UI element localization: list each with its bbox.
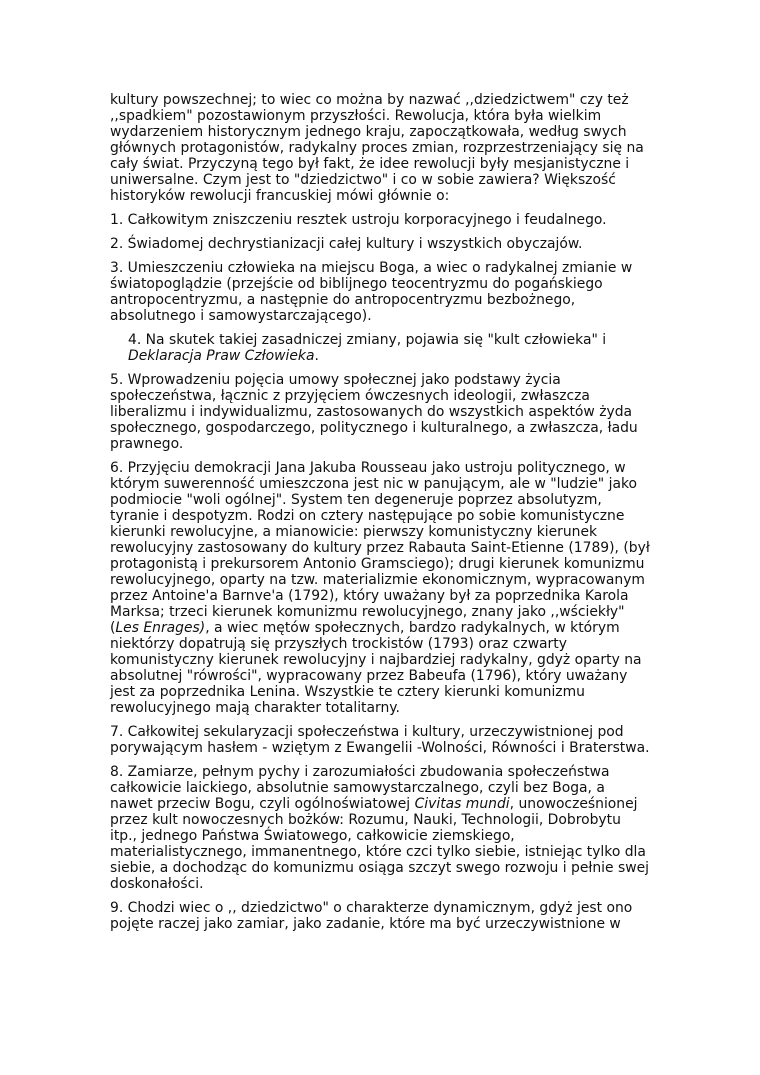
list-item-text: 7. Całkowitej sekularyzacji społeczeństwa i kultury, urzeczywistnionej pod porywającym hasłem - wziętym z Ewangelii -Wolności, Równości i Braterstwa. [110,724,650,756]
list-item-text: 5. Wprowadzeniu pojęcia umowy społecznej jako podstawy życia społeczeństwa, łącznic z przyjęciem ówczesnych ideologii, zwłaszcza liberalizmu i indywidualizmu, zastosowanych do wszystkich aspektów żyda społecznego, gospodarczego, politycznego i kulturalnego, a zwłaszcza, ładu prawnego. [110,372,638,452]
list-item-text: 4. Na skutek takiej zasadniczej zmiany, pojawia się "kult człowieka" i [128,332,607,348]
list-item-text: 8. Zamiarze, pełnym pychy i zarozumiałości zbudowania społeczeństwa całkowicie laickiego, absolutnie samowystarczalnego, czyli bez Boga, a nawet przeciw Bogu, czyli ogólnoświatowej [110,764,610,812]
italic-term: Civitas mundi [414,796,510,812]
list-item-3 [110,260,650,324]
document-page [110,92,650,932]
list-item-text: 2. Świadomej dechrystianizacji całej kultury i wszystkich obyczajów. [110,236,583,252]
list-item-text: 6. Przyjęciu demokracji Jana Jakuba Rousseau jako ustroju politycznego, w którym suwerenność umieszczona jest nic w panującym, ale w "ludzie" jako podmiocie "woli ogólnej". System ten degeneruje poprzez absolutyzm, tyranie i despotyzm. Rodzi on cztery następujące po sobie komunistyczne kierunki rewolucyjne, a mianowicie: pierwszy komunistyczny kierunek rewolucyjny zastosowany do kultury przez Rabauta Saint-Etienne (1789), (był protagonistą i prekursorem Antonio Gramsciego); drugi kierunek komunizmu rewolucyjnego, oparty na tzw. materializmie ekonomicznym, wypracowanym przez Antoine'a Barnve'a (1792), który uważany był za poprzednika Karola Marksa; trzeci kierunek komunizmu rewolucyjnego, znany jako ,,wściekły" ( [110,460,650,636]
list-item-2 [110,236,650,252]
list-item-1 [110,212,650,228]
list-item-9 [110,900,650,932]
list-item-text: 1. Całkowitym zniszczeniu resztek ustroju korporacyjnego i feudalnego. [110,212,607,228]
list-item-text: , unowocześnionej przez kult nowoczesnych bożków: Rozumu, Nauki, Technologii, Dobrobytu itp., jednego Państwa Światowego, całkowicie ziemskiego, materialistycznego, immanentnego, które czci tylko siebie, istniejąc tylko dla siebie, a dochodząc do komunizmu osiąga szczyt swego rozwoju i pełnie swej doskonałości. [110,796,649,892]
intro-paragraph [110,92,650,204]
list-item-6 [110,460,650,716]
list-item-text: 9. Chodzi wiec o ,, dziedzictwo" o charakterze dynamicznym, gdyż jest ono pojęte raczej jako zamiar, jako zadanie, które ma być urzeczywistnione w [110,900,633,932]
list-item-text: , a wiec mętów społecznych, bardzo radykalnych, w którym niektórzy dopatrują się przyszłych trockistów (1793) oraz czwarty komunistyczny kierunek rewolucyjny i najbardziej radykalny, gdyż oparty na absolutnej "rówrości", wypracowany przez Babeufa (1796), który uważany jest za poprzednika Lenina. Wszystkie te cztery kierunki komunizmu rewolucyjnego mają charakter totalitarny. [110,620,642,716]
list-item-4 [128,332,650,364]
italic-title: Deklaracja Praw Człowieka [128,348,315,364]
list-item-8 [110,764,650,892]
list-item-text: 3. Umieszczeniu człowieka na miejscu Boga, a wiec o radykalnej zmianie w światopoglądzie (przejście od biblijnego teocentryzmu do pogańskiego antropocentryzmu, a następnie do antropocentryzmu bezbożnego, absolutnego i samowystarczającego). [110,260,633,324]
list-item-text: . [314,348,319,364]
list-item-5 [110,372,650,452]
italic-term: Les Enrages) [115,620,206,636]
list-item-7 [110,724,650,756]
intro-text: kultury powszechnej; to wiec co można by nazwać ,,dziedzictwem" czy też ,,spadkiem" pozostawionym przyszłości. Rewolucja, która była wielkim wydarzeniem historycznym jednego kraju, zapoczątkowała, według swych głównych protagonistów, radykalny proces zmian, rozprzestrzeniający się na cały świat. Przyczyną tego był fakt, że idee rewolucji były mesjanistyczne i uniwersalne. Czym jest to "dziedzictwo" i co w sobie zawiera? Większość historyków rewolucji francuskiej mówi głównie o: [110,92,644,204]
